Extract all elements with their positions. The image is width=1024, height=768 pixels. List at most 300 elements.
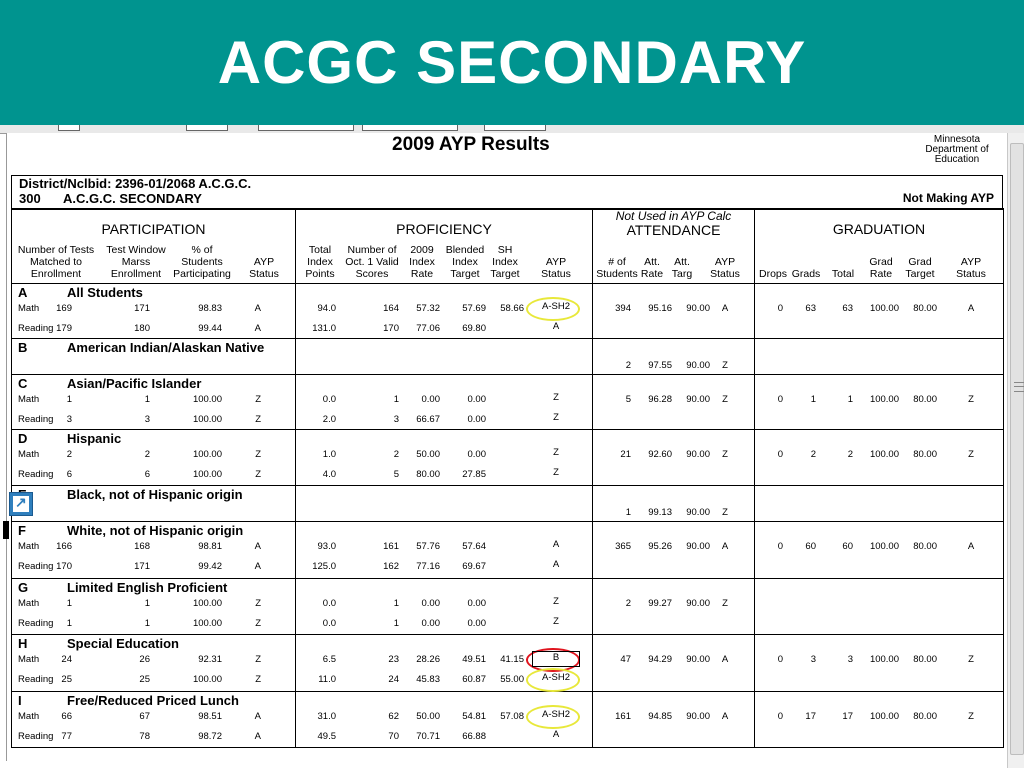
attendance-value: 365 xyxy=(615,541,631,552)
column-header: Drops xyxy=(758,268,787,280)
report-title: 2009 AYP Results xyxy=(392,134,550,155)
subject-label: Reading xyxy=(18,323,54,334)
school-line xyxy=(19,191,202,206)
district-id: District/Nclbid: 2396-01/2068 A.C.G.C. xyxy=(19,176,252,191)
proficiency-value: 41.15 xyxy=(500,654,524,665)
participation-value: A xyxy=(254,303,261,314)
proficiency-status: Z xyxy=(553,447,559,458)
toolbar-control[interactable] xyxy=(484,125,546,131)
proficiency-value: 57.08 xyxy=(500,711,524,722)
participation-value: 2 xyxy=(144,449,150,460)
group-letter: F xyxy=(18,523,26,538)
participation-value: 78 xyxy=(139,731,150,742)
group-name: Black, not of Hispanic origin xyxy=(67,487,243,502)
column-header: SH Index Target xyxy=(490,244,520,280)
toolbar-control[interactable] xyxy=(362,125,458,131)
proficiency-status: Z xyxy=(553,596,559,607)
column-header: Number of Tests Matched to Enrollment xyxy=(17,244,95,280)
group-name: Limited English Proficient xyxy=(67,580,228,595)
graduation-value: 0 xyxy=(777,654,783,665)
proficiency-status: Z xyxy=(553,616,559,627)
page-edge-marker xyxy=(3,521,9,539)
proficiency-cell xyxy=(296,522,593,579)
vertical-scrollbar[interactable] xyxy=(1007,133,1024,768)
proficiency-value: 77.06 xyxy=(416,323,440,334)
attendance-value: 94.85 xyxy=(648,711,672,722)
attendance-value: 161 xyxy=(615,711,631,722)
attendance-title: ATTENDANCE xyxy=(626,222,721,238)
participation-value: 1 xyxy=(144,598,150,609)
subject-label: Math xyxy=(18,654,40,665)
participation-value: 24 xyxy=(61,654,72,665)
column-header: AYP Status xyxy=(249,256,279,280)
column-header: AYP Status xyxy=(956,256,986,280)
participation-value: 170 xyxy=(56,561,72,572)
attendance-value: 394 xyxy=(615,303,631,314)
proficiency-value: 57.64 xyxy=(462,541,486,552)
slide-title: ACGC SECONDARY xyxy=(217,29,807,96)
group-letter: G xyxy=(18,580,29,595)
proficiency-status: Z xyxy=(553,467,559,478)
proficiency-value: 77.16 xyxy=(416,561,440,572)
participation-value: 100.00 xyxy=(192,618,222,629)
participation-value: Z xyxy=(255,449,261,460)
yellow-highlight-ring xyxy=(526,297,580,321)
proficiency-value: 31.0 xyxy=(317,711,336,722)
attendance-value: 95.26 xyxy=(648,541,672,552)
proficiency-cell xyxy=(296,339,593,375)
subject-label: Reading xyxy=(18,414,54,425)
graduation-value: 0 xyxy=(777,303,783,314)
graduation-value: 100.00 xyxy=(869,541,899,552)
participation-value: 1 xyxy=(66,394,72,405)
proficiency-value: 131.0 xyxy=(312,323,336,334)
graduation-value: 80.00 xyxy=(913,711,937,722)
proficiency-value: 93.0 xyxy=(317,541,336,552)
attendance-value: 5 xyxy=(625,394,631,405)
group-name: All Students xyxy=(67,285,143,300)
graduation-value: 17 xyxy=(842,711,853,722)
attendance-value: Z xyxy=(722,360,728,371)
attendance-value: 90.00 xyxy=(686,360,710,371)
proficiency-value: 66.88 xyxy=(462,731,486,742)
graduation-value: 80.00 xyxy=(913,449,937,460)
proficiency-value: 0.00 xyxy=(421,598,440,609)
group-name: Asian/Pacific Islander xyxy=(67,376,202,391)
column-header: # of Students xyxy=(596,256,638,280)
participation-value: A xyxy=(254,323,261,334)
proficiency-status: A-SH2 xyxy=(542,672,570,683)
graduation-value: 0 xyxy=(777,394,783,405)
participation-value: 6 xyxy=(66,469,72,480)
toolbar-control[interactable] xyxy=(58,125,80,131)
graduation-value: 1 xyxy=(847,394,853,405)
group-letter: C xyxy=(18,376,28,391)
column-header: Total Index Points xyxy=(305,244,335,280)
proficiency-value: 69.80 xyxy=(462,323,486,334)
proficiency-value: 0.00 xyxy=(467,598,486,609)
proficiency-cell xyxy=(296,635,593,692)
proficiency-value: 57.32 xyxy=(416,303,440,314)
participation-cell xyxy=(12,284,296,339)
school-number: 300 xyxy=(19,191,41,206)
participation-value: 100.00 xyxy=(192,414,222,425)
subject-label: Math xyxy=(18,711,40,722)
column-header: 2009 Index Rate xyxy=(409,244,435,280)
graduation-value: 0 xyxy=(777,711,783,722)
participation-value: 67 xyxy=(139,711,150,722)
subject-label: Math xyxy=(18,541,40,552)
participation-value: 100.00 xyxy=(192,394,222,405)
attendance-value: A xyxy=(721,654,729,665)
graduation-value: 60 xyxy=(805,541,816,552)
graduation-value: 100.00 xyxy=(869,303,899,314)
group-row xyxy=(12,284,1004,339)
proficiency-value: 1.0 xyxy=(322,449,336,460)
column-header: Blended Index Target xyxy=(445,244,485,280)
participation-value: Z xyxy=(255,598,261,609)
attendance-cell xyxy=(593,284,755,339)
attendance-value: Z xyxy=(722,598,728,609)
proficiency-status: A-SH2 xyxy=(542,301,570,312)
participation-value: 169 xyxy=(56,303,72,314)
attendance-value: Z xyxy=(722,507,728,518)
participation-cell xyxy=(12,522,296,579)
graduation-cell xyxy=(755,339,1004,375)
group-row xyxy=(12,522,1004,579)
proficiency-header xyxy=(296,209,593,284)
proficiency-value: 49.51 xyxy=(462,654,486,665)
subject-label: Math xyxy=(18,449,40,460)
school-name: A.C.G.C. SECONDARY xyxy=(63,191,202,206)
participation-value: Z xyxy=(255,414,261,425)
participation-value: 99.42 xyxy=(198,561,222,572)
attendance-value: 2 xyxy=(625,360,631,371)
graduation-cell xyxy=(755,486,1004,522)
attendance-value: 2 xyxy=(625,598,631,609)
title-banner xyxy=(0,0,1024,125)
graduation-value: 80.00 xyxy=(913,654,937,665)
proficiency-value: 1 xyxy=(393,394,399,405)
graduation-value: 3 xyxy=(810,654,816,665)
column-header: AYP Status xyxy=(710,256,740,280)
group-letter: I xyxy=(18,693,22,708)
graduation-value: 80.00 xyxy=(913,394,937,405)
graduation-cell xyxy=(755,635,1004,692)
attendance-cell xyxy=(593,375,755,430)
attendance-value: Z xyxy=(722,449,728,460)
attendance-value: 99.27 xyxy=(648,598,672,609)
graduation-cell xyxy=(755,692,1004,748)
proficiency-value: 1 xyxy=(393,618,399,629)
proficiency-value: 0.0 xyxy=(322,618,336,629)
proficiency-cell xyxy=(296,284,593,339)
participation-cell xyxy=(12,579,296,635)
proficiency-value: 0.00 xyxy=(421,394,440,405)
participation-value: A xyxy=(254,711,261,722)
participation-value: 98.72 xyxy=(198,731,222,742)
proficiency-cell xyxy=(296,692,593,748)
participation-value: Z xyxy=(255,654,261,665)
subject-label: Reading xyxy=(18,731,54,742)
participation-value: Z xyxy=(255,674,261,685)
group-row xyxy=(12,692,1004,748)
proficiency-value: 164 xyxy=(383,303,399,314)
participation-value: 166 xyxy=(56,541,72,552)
group-row xyxy=(12,579,1004,635)
group-letter: D xyxy=(18,431,28,446)
proficiency-value: 2.0 xyxy=(322,414,336,425)
graduation-cell xyxy=(755,375,1004,430)
column-header: Grad Rate xyxy=(869,256,893,280)
attendance-value: 90.00 xyxy=(686,654,710,665)
participation-value: 6 xyxy=(144,469,150,480)
overall-ayp-status: Not Making AYP xyxy=(902,191,994,205)
participation-value: 1 xyxy=(66,598,72,609)
attendance-value: A xyxy=(721,711,729,722)
group-row xyxy=(12,375,1004,430)
attendance-value: 1 xyxy=(625,507,631,518)
proficiency-value: 0.00 xyxy=(421,618,440,629)
participation-value: 25 xyxy=(139,674,150,685)
participation-value: A xyxy=(254,561,261,572)
participation-value: 98.83 xyxy=(198,303,222,314)
participation-value: 100.00 xyxy=(192,449,222,460)
group-name: Hispanic xyxy=(67,431,122,446)
attendance-value: 21 xyxy=(620,449,631,460)
expand-link-icon[interactable] xyxy=(9,492,33,516)
proficiency-value: 55.00 xyxy=(500,674,524,685)
group-name: Special Education xyxy=(67,636,179,651)
attendance-cell xyxy=(593,635,755,692)
participation-value: 168 xyxy=(134,541,150,552)
attendance-header xyxy=(593,209,755,284)
group-letter: H xyxy=(18,636,28,651)
graduation-value: Z xyxy=(968,711,974,722)
agency-line: Department of xyxy=(925,144,989,155)
toolbar-control[interactable] xyxy=(186,125,228,131)
proficiency-value: 23 xyxy=(388,654,399,665)
graduation-value: 2 xyxy=(847,449,853,460)
graduation-cell xyxy=(755,284,1004,339)
attendance-value: 90.00 xyxy=(686,449,710,460)
proficiency-value: 4.0 xyxy=(322,469,336,480)
proficiency-value: 0.00 xyxy=(467,394,486,405)
proficiency-status: Z xyxy=(553,392,559,403)
agency-line: Education xyxy=(934,154,980,165)
column-header: Grad Target xyxy=(905,256,935,280)
attendance-value: 90.00 xyxy=(686,541,710,552)
subject-label: Math xyxy=(18,598,40,609)
participation-value: 98.51 xyxy=(198,711,222,722)
proficiency-value: 45.83 xyxy=(416,674,440,685)
graduation-value: 63 xyxy=(842,303,853,314)
attendance-cell xyxy=(593,579,755,635)
participation-header xyxy=(12,209,296,284)
yellow-highlight-ring xyxy=(526,705,580,729)
proficiency-status: Z xyxy=(553,412,559,423)
group-name: White, not of Hispanic origin xyxy=(67,523,244,538)
proficiency-value: 57.69 xyxy=(462,303,486,314)
participation-value: 26 xyxy=(139,654,150,665)
participation-value: 3 xyxy=(144,414,150,425)
attendance-value: 90.00 xyxy=(686,598,710,609)
proficiency-cell xyxy=(296,375,593,430)
attendance-value: Z xyxy=(722,394,728,405)
district-header xyxy=(11,175,1003,210)
attendance-value: 94.29 xyxy=(648,654,672,665)
proficiency-cell xyxy=(296,430,593,486)
graduation-value: 63 xyxy=(805,303,816,314)
column-header: Total xyxy=(831,268,855,280)
ayp-results-table xyxy=(11,208,1004,748)
attendance-value: A xyxy=(721,303,729,314)
proficiency-value: 57.76 xyxy=(416,541,440,552)
participation-cell xyxy=(12,692,296,748)
attendance-cell xyxy=(593,339,755,375)
participation-value: Z xyxy=(255,618,261,629)
attendance-value: 90.00 xyxy=(686,711,710,722)
proficiency-cell xyxy=(296,486,593,522)
proficiency-value: 162 xyxy=(383,561,399,572)
participation-cell xyxy=(12,430,296,486)
table-header-row xyxy=(12,209,1004,284)
group-row xyxy=(12,430,1004,486)
proficiency-title: PROFICIENCY xyxy=(396,221,492,237)
attendance-value: A xyxy=(721,541,729,552)
proficiency-value: 70.71 xyxy=(416,731,440,742)
graduation-cell xyxy=(755,579,1004,635)
toolbar-control[interactable] xyxy=(258,125,354,131)
proficiency-value: 11.0 xyxy=(318,674,336,685)
attendance-cell xyxy=(593,522,755,579)
participation-value: A xyxy=(254,731,261,742)
proficiency-value: 94.0 xyxy=(317,303,336,314)
proficiency-value: 28.26 xyxy=(416,654,440,665)
column-header: Grads xyxy=(791,268,821,280)
graduation-value: 100.00 xyxy=(869,654,899,665)
proficiency-value: 49.5 xyxy=(317,731,336,742)
proficiency-value: 50.00 xyxy=(416,449,440,460)
proficiency-value: 0.00 xyxy=(467,449,486,460)
proficiency-value: 58.66 xyxy=(500,303,524,314)
proficiency-value: 1 xyxy=(393,598,399,609)
graduation-value: 100.00 xyxy=(869,394,899,405)
group-letter: A xyxy=(18,285,28,300)
participation-value: 171 xyxy=(134,303,150,314)
graduation-value: 0 xyxy=(777,541,783,552)
proficiency-cell xyxy=(296,579,593,635)
subject-label: Reading xyxy=(18,674,54,685)
column-header: % of Students Participating xyxy=(173,244,231,280)
agency-line: Minnesota xyxy=(933,134,981,145)
subject-label: Reading xyxy=(18,469,54,480)
graduation-value: 1 xyxy=(810,394,816,405)
attendance-cell xyxy=(593,430,755,486)
participation-value: A xyxy=(254,541,261,552)
yellow-highlight-ring xyxy=(526,668,580,692)
participation-value: 179 xyxy=(56,323,72,334)
participation-cell xyxy=(12,339,296,375)
attendance-value: 95.16 xyxy=(648,303,672,314)
graduation-value: A xyxy=(967,303,975,314)
proficiency-value: 60.87 xyxy=(462,674,486,685)
proficiency-value: 0.00 xyxy=(467,618,486,629)
proficiency-status: B xyxy=(552,652,560,663)
subject-label: Math xyxy=(18,394,40,405)
participation-cell xyxy=(12,375,296,430)
participation-value: 66 xyxy=(61,711,72,722)
group-name: American Indian/Alaskan Native xyxy=(67,340,265,355)
participation-value: 3 xyxy=(66,414,72,425)
participation-cell xyxy=(12,486,296,522)
group-row xyxy=(12,486,1004,522)
attendance-value: 92.60 xyxy=(648,449,672,460)
subject-label: Reading xyxy=(18,618,54,629)
proficiency-status: A xyxy=(552,539,560,550)
proficiency-value: 27.85 xyxy=(462,469,486,480)
proficiency-status: A xyxy=(552,559,560,570)
proficiency-value: 2 xyxy=(393,449,399,460)
participation-value: 1 xyxy=(66,618,72,629)
participation-value: 1 xyxy=(144,618,150,629)
subject-label: Math xyxy=(18,303,40,314)
graduation-value: 60 xyxy=(842,541,853,552)
group-row xyxy=(12,635,1004,692)
proficiency-value: 69.67 xyxy=(462,561,486,572)
graduation-header xyxy=(755,209,1004,284)
attendance-note: Not Used in AYP Calc xyxy=(615,209,732,223)
scrollbar-thumb[interactable] xyxy=(1010,143,1024,755)
attendance-value: 90.00 xyxy=(686,394,710,405)
proficiency-value: 6.5 xyxy=(322,654,336,665)
group-row xyxy=(12,339,1004,375)
proficiency-value: 161 xyxy=(383,541,399,552)
participation-value: 100.00 xyxy=(192,674,222,685)
column-header: Test Window Marss Enrollment xyxy=(106,244,166,280)
proficiency-value: 5 xyxy=(393,469,399,480)
participation-value: 25 xyxy=(61,674,72,685)
attendance-value: 97.55 xyxy=(648,360,672,371)
graduation-value: 80.00 xyxy=(913,303,937,314)
participation-value: 100.00 xyxy=(192,598,222,609)
proficiency-value: 125.0 xyxy=(312,561,336,572)
proficiency-value: 0.00 xyxy=(467,414,486,425)
graduation-value: 0 xyxy=(777,449,783,460)
column-header: Att. Rate xyxy=(640,256,664,280)
participation-value: 2 xyxy=(66,449,72,460)
proficiency-value: 50.00 xyxy=(416,711,440,722)
column-header: AYP Status xyxy=(541,256,571,280)
group-name: Free/Reduced Priced Lunch xyxy=(67,693,239,708)
proficiency-value: 170 xyxy=(383,323,399,334)
participation-value: 92.31 xyxy=(198,654,222,665)
participation-value: Z xyxy=(255,394,261,405)
participation-value: 1 xyxy=(144,394,150,405)
graduation-value: 100.00 xyxy=(869,449,899,460)
scrollbar-grip-icon xyxy=(1014,382,1024,392)
graduation-title: GRADUATION xyxy=(832,221,926,237)
participation-value: 77 xyxy=(61,731,72,742)
subject-label: Reading xyxy=(18,561,54,572)
attendance-cell xyxy=(593,692,755,748)
participation-value: 99.44 xyxy=(198,323,222,334)
proficiency-value: 70 xyxy=(388,731,399,742)
graduation-cell xyxy=(755,430,1004,486)
attendance-cell xyxy=(593,486,755,522)
proficiency-value: 80.00 xyxy=(416,469,440,480)
participation-value: Z xyxy=(255,469,261,480)
